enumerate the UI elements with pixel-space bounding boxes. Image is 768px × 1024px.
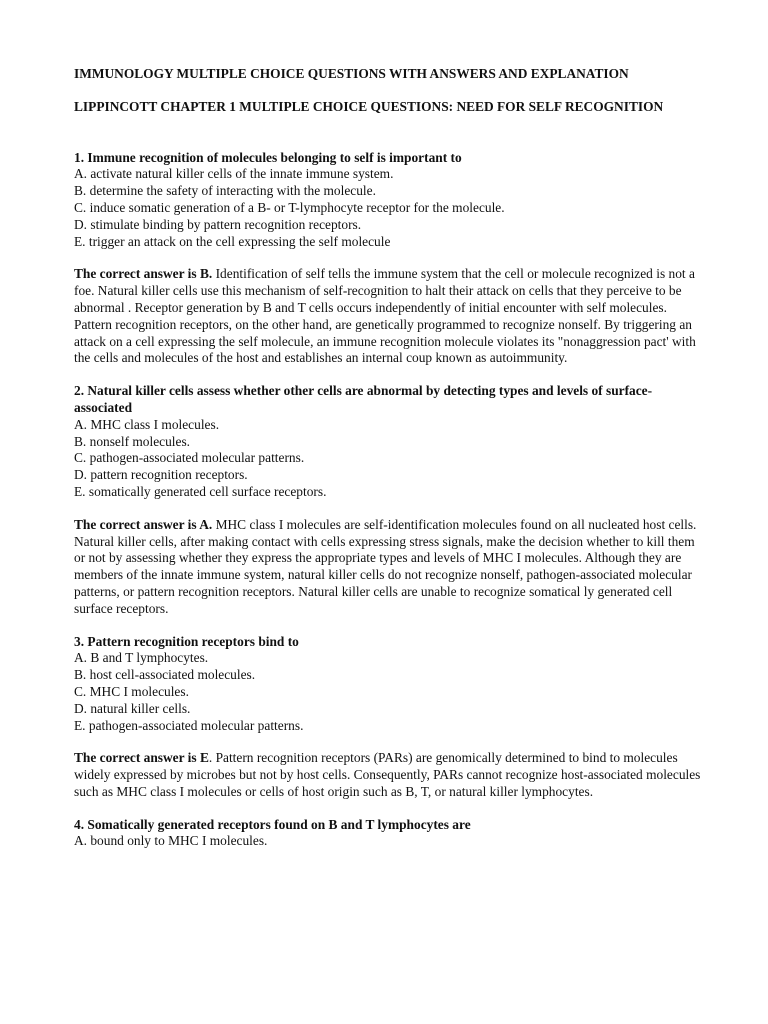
question-text: 3. Pattern recognition receptors bind to	[74, 633, 299, 649]
correct-answer-label: The correct answer is B.	[74, 266, 213, 282]
option-item: A. bound only to MHC I molecules.	[74, 833, 268, 849]
option-item: D. stimulate binding by pattern recognition receptors.	[74, 216, 362, 232]
explanation-text: . Pattern recognition receptors (PARs) are genomically determined to bind to molecules widely expressed by microbes but not by host cells. Consequently, PARs cannot recognize host-associated molecules such as MHC class I molecules or cells of host origin such as B, T, or natural killer lymphocytes.	[74, 750, 701, 799]
option-list	[74, 417, 704, 501]
option-item: C. induce somatic generation of a B- or T-lymphocyte receptor for the molecule.	[74, 199, 505, 215]
question-block	[74, 150, 704, 368]
option-item: D. natural killer cells.	[74, 700, 191, 716]
option-list	[74, 650, 704, 734]
answer-explanation	[74, 750, 704, 800]
answer-explanation	[74, 517, 704, 618]
option-item: E. somatically generated cell surface receptors.	[74, 483, 327, 499]
option-item: B. determine the safety of interacting with the molecule.	[74, 183, 376, 199]
option-item: A. MHC class I molecules.	[74, 416, 220, 432]
chapter-title: LIPPINCOTT CHAPTER 1 MULTIPLE CHOICE QUESTIONS: NEED FOR SELF RECOGNITION	[74, 98, 664, 114]
correct-answer-label: The correct answer is A.	[74, 516, 213, 532]
option-item: A. activate natural killer cells of the innate immune system.	[74, 166, 394, 182]
option-item: B. host cell-associated molecules.	[74, 667, 256, 683]
option-list	[74, 833, 704, 850]
explanation-text: Identification of self tells the immune system that the cell or molecule recognized is not a foe. Natural killer cells use this mechanism of self-recognition to halt their attack on cells that they perceive to be abnormal . Receptor generation by B and T cells occurs independently of initial encounter with self molecules. Pattern recognition receptors, on the other hand, are genetically programmed to recognize nonself. By triggering an attack on a cell expressing the self molecule, an immune recognition molecule violates its "nonaggression pact' with the cells and molecules of the host and establishes an internal coup known as autoimmunity.	[74, 266, 696, 366]
option-item: E. trigger an attack on the cell expressing the self molecule	[74, 233, 391, 249]
question-text: 4. Somatically generated receptors found on B and T lymphocytes are	[74, 816, 471, 832]
option-list	[74, 166, 704, 250]
option-item: E. pathogen-associated molecular patterns.	[74, 717, 304, 733]
question-text: 1. Immune recognition of molecules belonging to self is important to	[74, 149, 462, 165]
option-item: A. B and T lymphocytes.	[74, 650, 209, 666]
question-block	[74, 634, 704, 801]
option-item: C. MHC I molecules.	[74, 683, 189, 699]
option-item: D. pattern recognition receptors.	[74, 467, 248, 483]
document-page	[74, 66, 704, 866]
answer-explanation	[74, 266, 704, 367]
correct-answer-label: The correct answer is E	[74, 750, 209, 766]
document-title: IMMUNOLOGY MULTIPLE CHOICE QUESTIONS WITH ANSWERS AND EXPLANATION	[74, 66, 629, 81]
option-item: B. nonself molecules.	[74, 433, 191, 449]
question-text: 2. Natural killer cells assess whether other cells are abnormal by detecting types and levels of surface-associated	[74, 383, 653, 415]
option-item: C. pathogen-associated molecular patterns.	[74, 450, 305, 466]
question-block	[74, 817, 704, 851]
explanation-text: MHC class I molecules are self-identification molecules found on all nucleated host cells. Natural killer cells, after making contact with cells expressing stress signals, make the decision whether to kill them or not by assessing whether they express the appropriate types and levels of MHC I molecules. Although they are members of the innate immune system, natural killer cells do not recognize nonself, pathogen-associated molecular patterns, or pattern recognition receptors. Natural killer cells are unable to recognize somatical ly generated cell surface receptors.	[74, 516, 697, 616]
question-block	[74, 383, 704, 617]
